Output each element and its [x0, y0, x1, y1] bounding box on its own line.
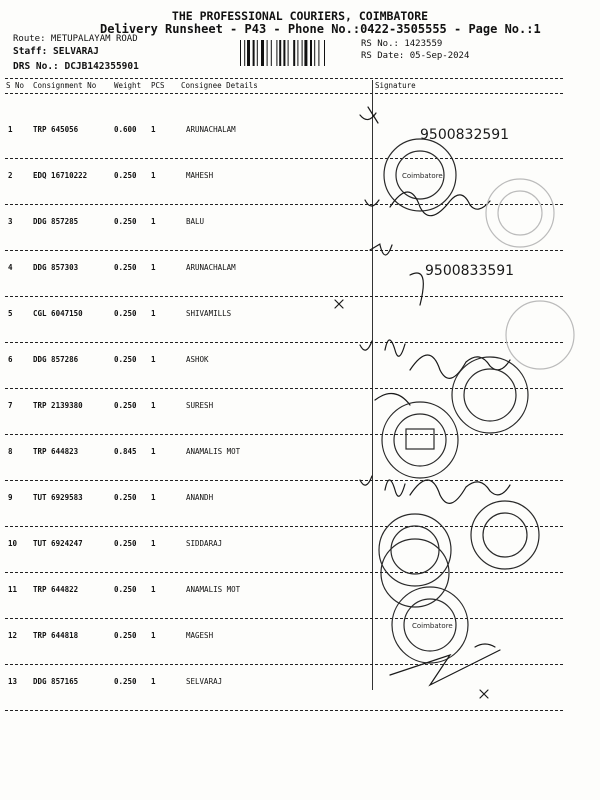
signature-row-6: [360, 340, 510, 378]
row-sno: 2: [8, 171, 13, 180]
signature-row-13: [390, 650, 500, 698]
row-consignee: MAHESH: [186, 171, 214, 180]
row-weight: 0.250: [114, 631, 137, 640]
barcode-bar: [288, 40, 289, 66]
signature-row-4: [370, 244, 514, 279]
barcode-bar: [318, 40, 319, 66]
row-consignment-no: TUT 6924247: [33, 539, 83, 548]
row-weight: 0.250: [114, 309, 137, 318]
row-weight: 0.845: [114, 447, 137, 456]
col-header-signature: Signature: [375, 81, 416, 90]
barcode-bar: [304, 40, 307, 66]
row-sno: 13: [8, 677, 18, 686]
signature-row-1: [360, 107, 509, 143]
barcode-bar: [247, 40, 250, 66]
barcode-bar: [310, 40, 312, 66]
barcode-bar: [271, 40, 272, 66]
row-sno: 3: [8, 217, 13, 226]
barcode-bar: [257, 40, 258, 66]
row-consignee: ARUNACHALAM: [186, 263, 236, 272]
row-pcs: 1: [151, 263, 156, 272]
row-pcs: 1: [151, 171, 156, 180]
signature-row-9: [360, 476, 510, 503]
col-header-consignment: Consignment No: [33, 81, 97, 90]
barcode-bar: [261, 40, 264, 66]
barcode-bar: [267, 40, 268, 66]
row-consignee: SIDDARAJ: [186, 539, 223, 548]
stamp-round-10b: [471, 501, 539, 569]
row-sno: 4: [8, 263, 13, 272]
row-weight: 0.250: [114, 355, 137, 364]
row-pcs: 1: [151, 355, 156, 364]
col-header-consignee: Consignee Details: [181, 81, 258, 90]
barcode-bar: [244, 40, 245, 66]
table-header-rule: [5, 93, 563, 94]
barcode-bar: [293, 40, 295, 66]
row-weight: 0.250: [114, 263, 137, 272]
row-weight: 0.250: [114, 585, 137, 594]
row-consignment-no: CGL 6047150: [33, 309, 83, 318]
row-sno: 11: [8, 585, 18, 594]
signatures-area: [330, 95, 600, 715]
row-sno: 10: [8, 539, 18, 548]
stamp-round-7: [452, 357, 528, 433]
row-consignee: BALU: [186, 217, 205, 226]
row-weight: 0.600: [114, 125, 137, 134]
row-consignee: ANAMALIS MOT: [186, 447, 241, 456]
row-consignee: SHIVAMILLS: [186, 309, 232, 318]
barcode-bar: [253, 40, 255, 66]
row-weight: 0.250: [114, 539, 137, 548]
row-consignment-no: TRP 644822: [33, 585, 79, 594]
row-pcs: 1: [151, 401, 156, 410]
barcode-bar: [314, 40, 315, 66]
stamp-round-5: [506, 301, 574, 369]
row-sno: 6: [8, 355, 13, 364]
stamp-round-11: [381, 539, 449, 607]
row-pcs: 1: [151, 309, 156, 318]
barcode-bar: [302, 40, 303, 66]
row-weight: 0.250: [114, 171, 137, 180]
row-consignee: ASHOK: [186, 355, 209, 364]
row-pcs: 1: [151, 447, 156, 456]
row-consignment-no: DDG 857285: [33, 217, 79, 226]
row-consignee: MAGESH: [186, 631, 214, 640]
row-pcs: 1: [151, 493, 156, 502]
stamp-round-8: [382, 402, 458, 478]
row-pcs: 1: [151, 585, 156, 594]
row-consignment-no: TRP 644823: [33, 447, 79, 456]
row-consignee: ANANDH: [186, 493, 214, 502]
stamp-round-12: [392, 587, 468, 663]
company-title: THE PROFESSIONAL COURIERS, COIMBATORE: [171, 9, 429, 23]
signature-row-3: [365, 192, 490, 216]
rs-number: RS No.: 1423559: [361, 39, 443, 49]
row-consignment-no: TRP 644818: [33, 631, 79, 640]
signature-row-12: [475, 644, 495, 647]
row-pcs: 1: [151, 539, 156, 548]
row-consignee: ANAMALIS MOT: [186, 585, 241, 594]
barcode-bar: [240, 40, 241, 66]
col-header-weight: Weight: [114, 81, 142, 90]
row-weight: 0.250: [114, 217, 137, 226]
staff-label: Staff: SELVARAJ: [13, 46, 99, 57]
row-consignment-no: TRP 645056: [33, 125, 79, 134]
row-consignment-no: TUT 6929583: [33, 493, 83, 502]
stamp-round-3: [486, 179, 554, 247]
handwritten-phone-2: 9500833591: [425, 263, 515, 279]
row-pcs: 1: [151, 677, 156, 686]
barcode-bar: [276, 40, 277, 66]
row-consignee: ARUNACHALAM: [186, 125, 236, 134]
row-pcs: 1: [151, 631, 156, 640]
drs-number: DRS No.: DCJB142355901: [13, 61, 139, 72]
col-header-sno: S No: [6, 81, 25, 90]
col-header-pcs: PCS: [151, 81, 165, 90]
row-sno: 7: [8, 401, 13, 410]
barcode-bar: [324, 40, 325, 66]
row-sno: 8: [8, 447, 13, 456]
handwritten-phone-1: 9500832591: [420, 127, 510, 143]
barcode-bar: [297, 40, 298, 66]
row-sno: 9: [8, 493, 13, 502]
row-sno: 5: [8, 309, 13, 318]
barcode-image: [240, 40, 355, 66]
row-weight: 0.250: [114, 677, 137, 686]
row-consignee: SELVARAJ: [186, 677, 223, 686]
table-top-rule: [5, 78, 563, 79]
row-consignment-no: DDG 857286: [33, 355, 79, 364]
signature-row-7: [375, 394, 410, 405]
stamp-city-12: Coimbatore: [412, 622, 453, 630]
barcode-bar: [279, 40, 281, 66]
row-pcs: 1: [151, 125, 156, 134]
row-pcs: 1: [151, 217, 156, 226]
row-consignment-no: TRP 2139380: [33, 401, 83, 410]
row-consignee: SURESH: [186, 401, 214, 410]
route-label: Route: METUPALAYAM ROAD: [13, 34, 138, 44]
stamp-city-1: Coimbatore: [402, 172, 443, 180]
row-weight: 0.250: [114, 401, 137, 410]
signature-row-5: [335, 273, 423, 308]
row-sno: 1: [8, 125, 13, 134]
row-consignment-no: DDG 857165: [33, 677, 79, 686]
row-weight: 0.250: [114, 493, 137, 502]
runsheet-title: Delivery Runsheet - P43 - Phone No.:0422-3505555 - Page No.:1: [100, 22, 541, 36]
rs-date: RS Date: 05-Sep-2024: [361, 51, 470, 61]
row-consignment-no: DDG 857303: [33, 263, 79, 272]
barcode-bar: [283, 40, 285, 66]
row-consignment-no: EDQ 16710222: [33, 171, 88, 180]
row-sno: 12: [8, 631, 18, 640]
